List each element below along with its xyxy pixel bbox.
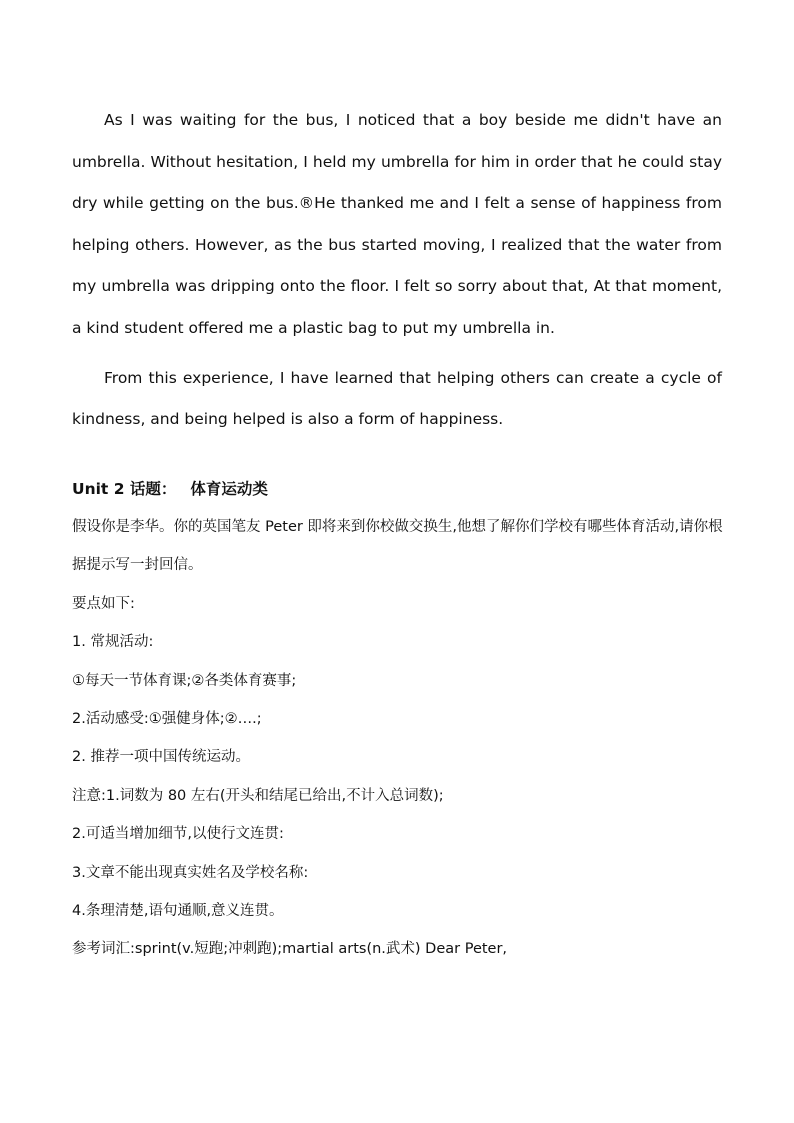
reference-vocabulary: 参考词汇:sprint(v.短跑;冲刺跑);martial arts(n.武术) Dear Peter, [72,941,508,958]
points-heading: 要点如下: [72,595,135,612]
note-3: 3.文章不能出现真实姓名及学校名称: [72,864,309,881]
point-2: 2.活动感受:①强健身体;②….; [72,711,262,728]
note-1: 注意:1.词数为 80 左右(开头和结尾已给出,不计入总词数); [72,787,444,804]
task-prompt: 假设你是李华。你的英国笔友 Peter 即将来到你校做交换生,他想了解你们学校有哪些体育活动,请你根据提示写一封回信。 [72,519,723,574]
essay-paragraph-2: From this experience, I have learned that helping others can create a cycle of kindness, and being helped is also a form of happiness. [72,368,722,429]
note-4: 4.条理清楚,语句通顺,意义连贯。 [72,903,284,920]
point-1-items: ①每天一节体育课;②各类体育赛事; [72,672,297,689]
unit-heading [72,470,732,508]
unit-label: Unit 2 话题： [72,480,177,498]
unit-2-section [72,470,732,969]
point-3: 2. 推荐一项中国传统运动。 [72,749,250,766]
writing-task [72,508,732,969]
point-1: 1. 常规活动: [72,634,154,651]
essay-paragraph-1: As I was waiting for the bus, I noticed that a boy beside me didn't have an umbrella. Without hesitation, I held my umbrella for him in order that he could stay dry while getting on the bus.®He thanked me and I felt a sense of happiness from helping others. However, as the bus started moving, I realized that the water from my umbrella was dripping onto the floor. I felt so sorry about that, At that moment, a kind student offered me a plastic bag to put my umbrella in. [72,111,722,337]
note-2: 2.可适当增加细节,以使行文连贯: [72,826,284,843]
model-essay [72,100,722,441]
unit-topic: 体育运动类 [190,480,268,498]
